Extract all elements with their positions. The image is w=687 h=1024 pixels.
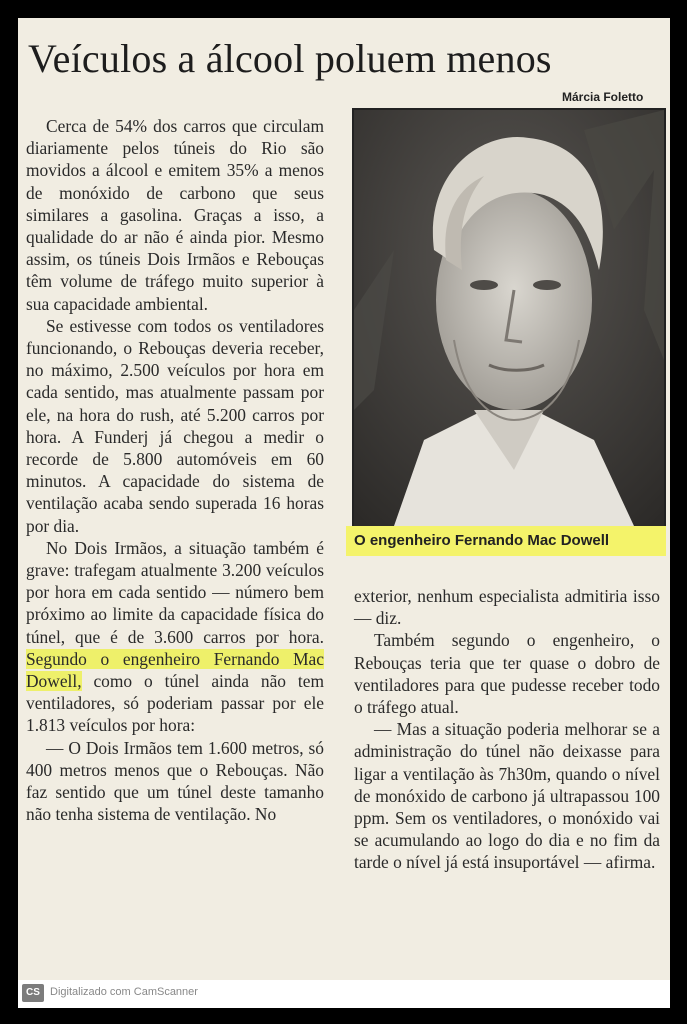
paragraph-4: — O Dois Irmãos tem 1.600 metros, só 400 metros menos que o Rebouças. Não faz sentido que um túnel deste tamanho não tenha sistema de ventilação. No <box>26 737 324 825</box>
paragraph-7: — Mas a situação poderia melhorar se a administração do túnel não deixasse para ligar a ventilação às 7h30m, quando o nível de monóxido de carbono já ultrapassou 100 ppm. Sem os ventiladores, o monóxido vai se acumulando ao logo do dia e no fim da tarde o nível já está insuportável — afirma. <box>354 719 660 873</box>
portrait-photo-image <box>354 110 664 526</box>
right-column <box>354 585 660 874</box>
scanner-watermark-text: Digitalizado com CamScanner <box>50 986 198 998</box>
paragraph-1: Cerca de 54% dos carros que circulam diariamente pelos túneis do Rio são movidos a álcool e emitem 35% a menos de monóxido de carbono que seus similares a gasolina. Graças a isso, a qualidade do ar não é ainda pior. Mesmo assim, os túneis Dois Irmãos e Rebouças têm volume de tráfego muito superior à sua capacidade ambiental. <box>26 116 324 314</box>
photo-caption: O engenheiro Fernando Mac Dowell <box>346 526 666 556</box>
camscanner-logo-icon: CS <box>22 984 44 1002</box>
paragraph-2: Se estivesse com todos os ventiladores funcionando, o Rebouças deveria receber, no máximo, 2.500 veículos por hora em cada sentido, mas atualmente passam por ele, na hora do rush, até 5.200 carros por hora. A Funderj já chegou a medir o recorde de 5.800 automóveis em 60 minutos. A capacidade do sistema de ventilação acaba sendo superada 16 horas por dia. <box>26 315 324 536</box>
paragraph-5: exterior, nenhum especialista admitiria isso — diz. <box>354 586 660 629</box>
left-column <box>26 115 324 826</box>
paragraph-3 <box>26 537 324 737</box>
photo-credit: Márcia Foletto <box>562 90 644 104</box>
paragraph-3-text-a: No Dois Irmãos, a situação também é grave: trafegam atualmente 3.200 veículos por hora em cada sentido — número bem próximo ao limite da capacidade física do túnel, que é de 3.600 carros por hora. <box>26 537 324 647</box>
portrait-photo <box>352 108 666 528</box>
highlighted-text: Segundo o engenheiro Fernando Mac Dowell, <box>26 648 324 692</box>
article-title: Veículos a álcool poluem menos <box>28 36 552 81</box>
paragraph-3-text-b: como o túnel ainda não tem ventiladores, só poderiam passar por ele 1.813 veículos por hora: <box>26 671 324 736</box>
paragraph-6: Também segundo o engenheiro, o Rebouças teria que ter quase o dobro de ventiladores para que pudesse receber todo o tráfego atual. <box>354 630 660 718</box>
